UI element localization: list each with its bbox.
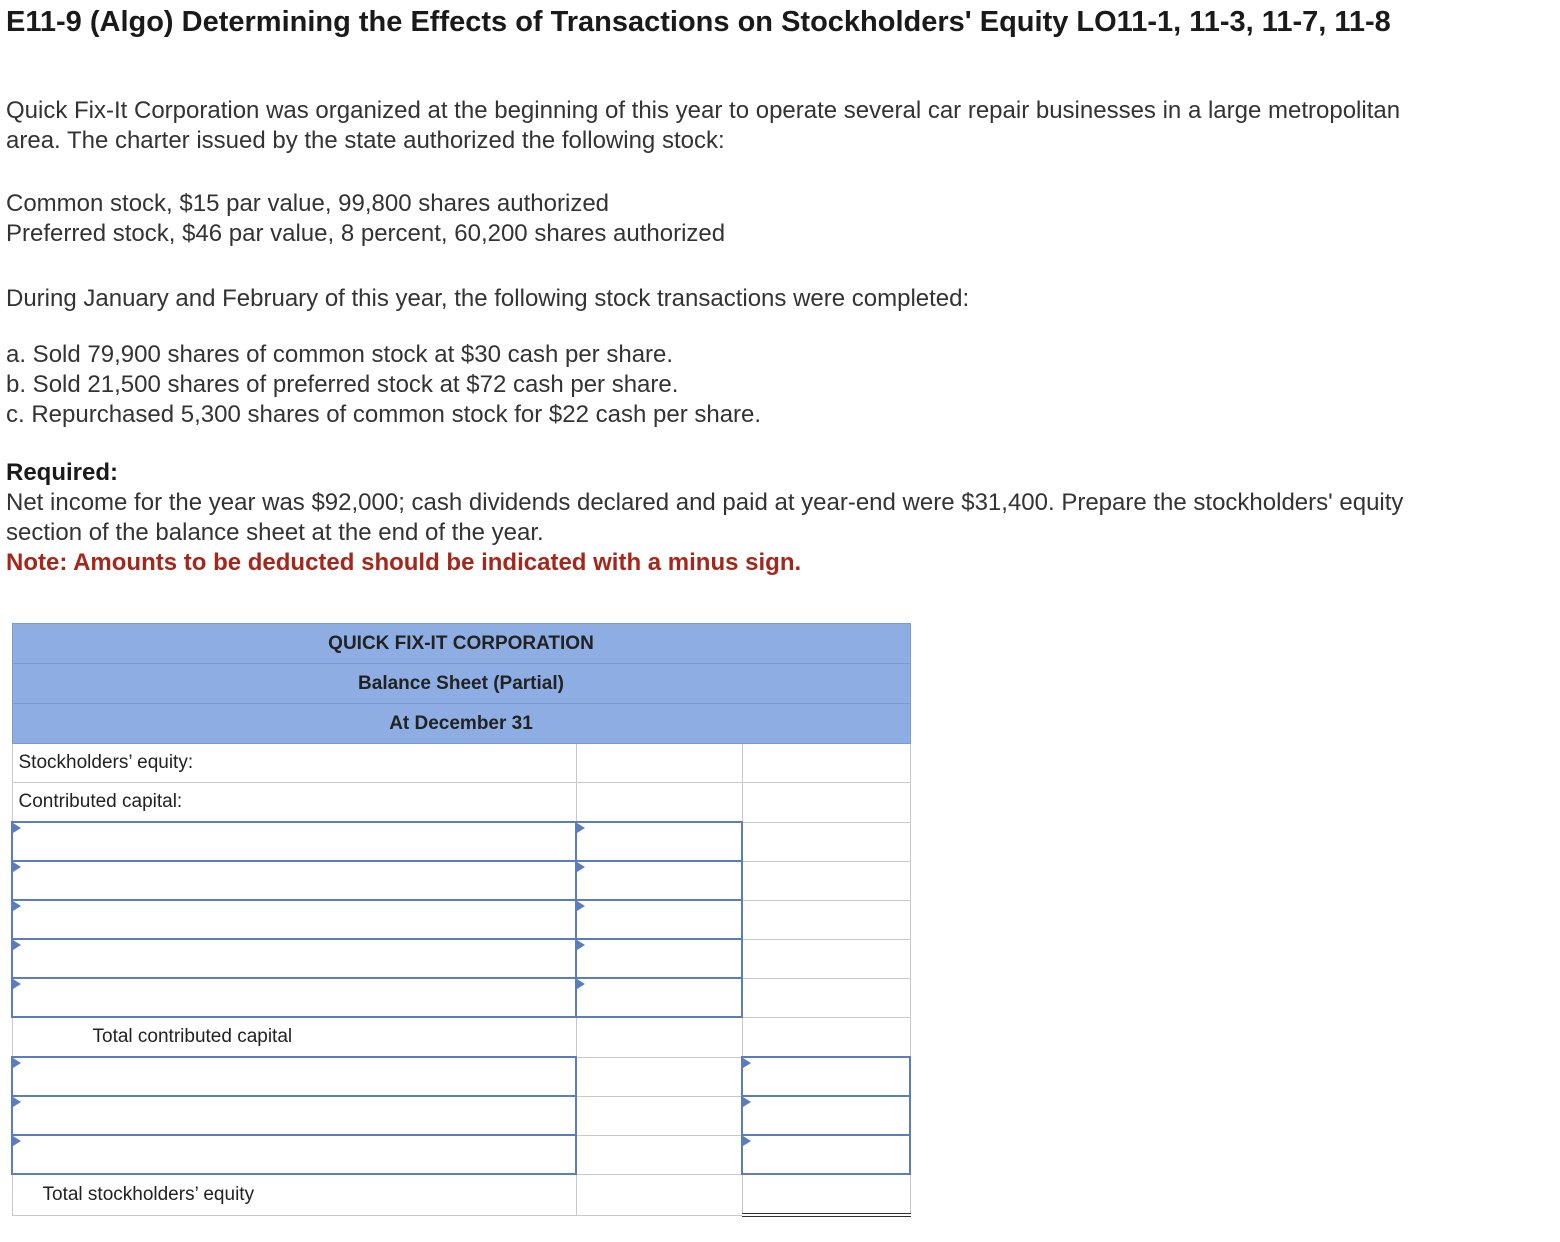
- amount-input-cell[interactable]: [576, 900, 742, 939]
- statement-name-header: Balance Sheet (Partial): [12, 664, 910, 704]
- blank-cell: [742, 744, 910, 783]
- account-select-cell[interactable]: [12, 1135, 576, 1174]
- intro-line-1: Quick Fix-It Corporation was organized at the beginning of this year to operate several car repair businesses in a large metropolitan: [6, 97, 1401, 124]
- blank-cell: [742, 822, 910, 861]
- table-row: [12, 978, 910, 1017]
- amount-input-cell[interactable]: [576, 861, 742, 900]
- minus-sign-note: Note: Amounts to be deducted should be indicated with a minus sign.: [6, 549, 802, 576]
- amount-input-cell[interactable]: [576, 939, 742, 978]
- intro-line-2: area. The charter issued by the state authorized the following stock:: [6, 127, 725, 154]
- total-equity-amount-cell: [742, 1174, 910, 1215]
- amount-input-cell[interactable]: [742, 1057, 910, 1096]
- transaction-item: c. Repurchased 5,300 shares of common stock for $22 cash per share.: [6, 401, 762, 428]
- transaction-item: a. Sold 79,900 shares of common stock at $30 cash per share.: [6, 341, 674, 368]
- amount-input-cell[interactable]: [742, 1135, 910, 1174]
- blank-cell: [742, 861, 910, 900]
- table-row: [12, 939, 910, 978]
- blank-cell: [576, 1096, 742, 1135]
- required-label: Required:: [6, 459, 119, 486]
- table-row: [12, 744, 910, 783]
- account-select-cell[interactable]: [12, 861, 576, 900]
- blank-cell: [576, 744, 742, 783]
- required-line-1: Net income for the year was $92,000; cash dividends declared and paid at year-end were $31,400. Prepare the stockholders' equity: [6, 489, 1404, 516]
- table-row: [12, 861, 910, 900]
- problem-title: E11-9 (Algo) Determining the Effects of Transactions on Stockholders' Equity LO11-1, 11-3, 11-7, 11-8: [6, 6, 1391, 38]
- blank-cell: [742, 900, 910, 939]
- blank-cell: [742, 783, 910, 823]
- table-row: [12, 1174, 910, 1215]
- total-contributed-capital-label: Total contributed capital: [12, 1017, 576, 1057]
- blank-cell: [742, 978, 910, 1017]
- blank-cell: [742, 1017, 910, 1057]
- transactions-intro: During January and February of this year, the following stock transactions were completed:: [6, 285, 970, 312]
- blank-cell: [576, 1174, 742, 1215]
- amount-input-cell[interactable]: [742, 1096, 910, 1135]
- total-stockholders-equity-label: Total stockholders’ equity: [12, 1174, 576, 1215]
- table-row: [12, 1135, 910, 1174]
- required-line-2: section of the balance sheet at the end of the year.: [6, 519, 544, 546]
- table-row: [12, 1096, 910, 1135]
- blank-cell: [576, 1057, 742, 1096]
- amount-input-cell[interactable]: [576, 822, 742, 861]
- table-row: [12, 822, 910, 861]
- contributed-capital-label: Contributed capital:: [12, 783, 576, 823]
- account-select-cell[interactable]: [12, 900, 576, 939]
- table-row: [12, 1057, 910, 1096]
- common-stock-authorization: Common stock, $15 par value, 99,800 shares authorized: [6, 190, 610, 217]
- blank-cell: [576, 1135, 742, 1174]
- account-select-cell[interactable]: [12, 978, 576, 1017]
- account-select-cell[interactable]: [12, 1096, 576, 1135]
- transaction-item: b. Sold 21,500 shares of preferred stock at $72 cash per share.: [6, 371, 679, 398]
- company-name-header: QUICK FIX-IT CORPORATION: [12, 624, 910, 664]
- table-row: [12, 783, 910, 823]
- table-row: [12, 1017, 910, 1057]
- account-select-cell[interactable]: [12, 1057, 576, 1096]
- blank-cell: [742, 939, 910, 978]
- stockholders-equity-label: Stockholders’ equity:: [12, 744, 576, 783]
- table-row: [12, 900, 910, 939]
- preferred-stock-authorization: Preferred stock, $46 par value, 8 percent, 60,200 shares authorized: [6, 220, 726, 247]
- account-select-cell[interactable]: [12, 939, 576, 978]
- balance-sheet-table: [11, 623, 911, 1217]
- blank-cell: [576, 783, 742, 823]
- account-select-cell[interactable]: [12, 822, 576, 861]
- amount-input-cell[interactable]: [576, 978, 742, 1017]
- statement-date-header: At December 31: [12, 704, 910, 744]
- blank-cell: [576, 1017, 742, 1057]
